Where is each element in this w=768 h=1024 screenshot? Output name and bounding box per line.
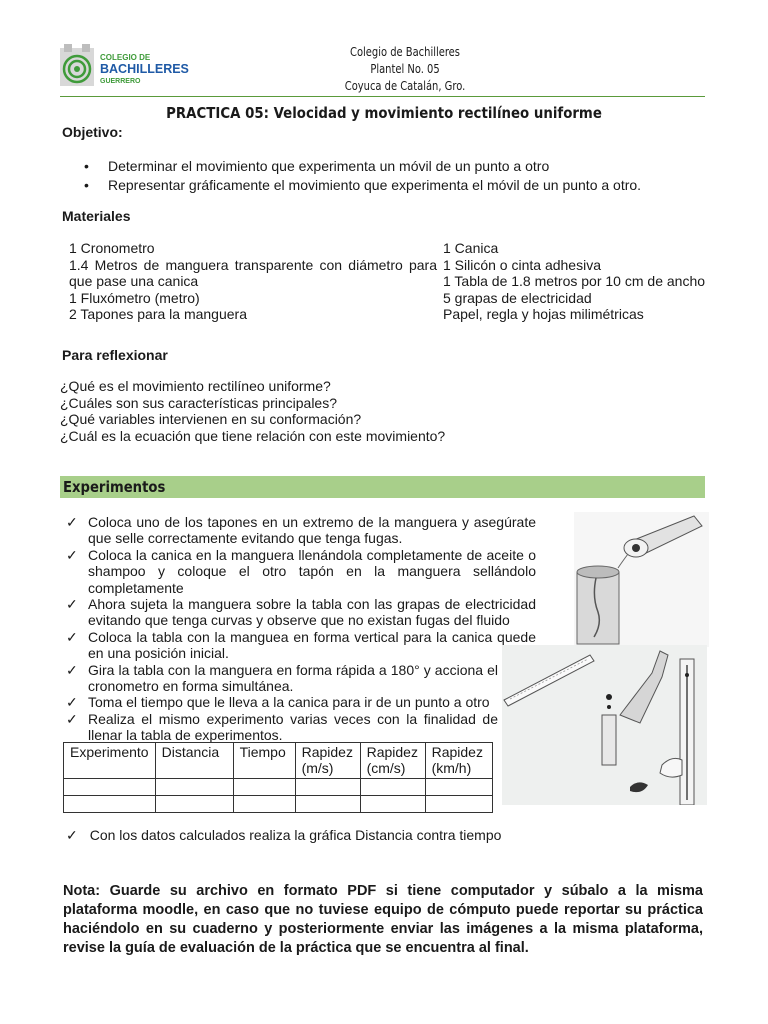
materiales-right-column (443, 240, 713, 323)
table-row (64, 796, 493, 813)
material-item: 1 Canica (443, 240, 499, 256)
material-item: 1 Tabla de 1.8 metros por 10 cm de ancho (443, 273, 706, 289)
table-cell[interactable] (425, 796, 492, 813)
material-item: 2 Tapones para la manguera (69, 306, 247, 322)
check-icon: ✓ (66, 596, 78, 613)
check-icon: ✓ (66, 694, 78, 711)
step-text: Realiza el mismo experimento varias veces con la finalidad de llenar la tabla de experimentos. (88, 710, 498, 744)
check-icon: ✓ (66, 661, 78, 678)
column-header: Experimento (64, 743, 156, 779)
header-line-2: Plantel No. 05 (370, 62, 440, 76)
header-line-1: Colegio de Bachilleres (350, 45, 460, 59)
table-cell[interactable] (295, 796, 360, 813)
material-item: 5 grapas de electricidad (443, 289, 592, 306)
material-item: Papel, regla y hojas milimétricas (443, 306, 644, 322)
check-icon: ✓ (66, 628, 78, 645)
final-step (66, 827, 501, 844)
check-icon: ✓ (66, 710, 78, 727)
column-header: Rapidez (km/h) (425, 743, 492, 779)
step-text: Toma el tiempo que le lleva a la canica para ir de un punto a otro (88, 694, 490, 711)
check-icon: ✓ (66, 546, 78, 563)
step-text: Coloca la canica en la manguera llenándola completamente de aceite o shampoo y coloque el otro tapón en la manguera sellándolo completamente (88, 546, 536, 596)
step-item (66, 547, 536, 596)
svg-text:GUERRERO: GUERRERO (100, 78, 141, 85)
page-header (60, 38, 705, 97)
table-cell[interactable] (360, 796, 425, 813)
table-header-row (64, 743, 493, 779)
material-item: 1.4 Metros de manguera transparente con diámetro para que pase una canica (69, 256, 437, 289)
check-icon: ✓ (66, 514, 78, 530)
step-item (66, 514, 536, 547)
column-header: Tiempo (233, 743, 295, 779)
material-item: 1 Fluxómetro (metro) (69, 289, 200, 306)
materiales-heading: Materiales (62, 208, 131, 224)
table-cell[interactable] (233, 779, 295, 796)
column-header: Rapidez (cm/s) (360, 743, 425, 779)
step-text: Ahora sujeta la manguera sobre la tabla con las grapas de electricidad evitando que tenga curvas y observe que no existan fugas del fluido (88, 596, 536, 629)
step-text: Coloca uno de los tapones en un extremo de la manguera y asegúrate que selle correctamente evitando que tenga fugas. (88, 514, 536, 547)
question: ¿Qué variables intervienen en su conformación? (60, 411, 362, 427)
objetivo-item: • Representar gráficamente el movimiento que experimenta el móvil de un punto a otro. (84, 176, 684, 195)
table-cell[interactable] (425, 779, 492, 796)
final-step-text: Con los datos calculados realiza la gráfica Distancia contra tiempo (89, 827, 502, 843)
step-text: Coloca la tabla con la manguea en forma vertical para la canica quede en una posición inicial. (88, 628, 536, 662)
reflexionar-heading: Para reflexionar (62, 347, 168, 363)
question: ¿Cuál es la ecuación que tiene relación con este movimiento? (60, 427, 446, 444)
practice-title: PRACTICA 05: Velocidad y movimiento rectilíneo uniforme (166, 104, 602, 122)
check-icon: ✓ (66, 827, 78, 843)
reflexionar-questions (60, 378, 680, 444)
question: ¿Qué es el movimiento rectilíneo uniforme? (60, 378, 331, 394)
objetivo-item: • Determinar el movimiento que experimenta un móvil de un punto a otro (84, 157, 684, 176)
objetivo-list (84, 157, 684, 195)
table-cell[interactable] (233, 796, 295, 813)
svg-text:BACHILLERES: BACHILLERES (100, 62, 189, 76)
table-cell[interactable] (155, 796, 233, 813)
material-item: 1 Cronometro (69, 240, 155, 256)
question: ¿Cuáles son sus características principales? (60, 394, 338, 411)
step-item (66, 711, 498, 744)
table-cell[interactable] (64, 779, 156, 796)
svg-text:COLEGIO DE: COLEGIO DE (100, 53, 151, 62)
material-item: 1 Silicón o cinta adhesiva (443, 256, 601, 273)
nota-paragraph: Nota: Guarde su archivo en formato PDF si tiene computador y súbalo a la misma plataforma moodle, en caso que no tuviese equipo de cómputo puede reportar su práctica haciéndolo en su cuaderno y posteriormente enviar las imágenes a la misma plataforma, revise la guía de evaluación de la práctica que se encuentra al final. (63, 883, 703, 956)
table-cell[interactable] (64, 796, 156, 813)
step-item (66, 694, 498, 710)
experiment-steps (66, 514, 536, 744)
experiment-setup-illustration (502, 645, 707, 805)
table-cell[interactable] (155, 779, 233, 796)
header-line-3: Coyuca de Catalán, Gro. (344, 79, 466, 93)
experimentos-heading: Experimentos (63, 478, 166, 496)
experiments-table (63, 742, 493, 813)
step-text: Gira la tabla con la manguera en forma rápida a 180° y acciona el cronometro en forma simultánea. (88, 661, 498, 695)
column-header: Rapidez (m/s) (295, 743, 360, 779)
bottle-filling-illustration (574, 512, 709, 647)
table-cell[interactable] (360, 779, 425, 796)
step-item (66, 662, 498, 695)
column-header: Distancia (155, 743, 233, 779)
objetivo-heading: Objetivo: (62, 124, 123, 140)
step-item (66, 629, 536, 662)
colegio-logo (60, 42, 200, 90)
table-cell[interactable] (295, 779, 360, 796)
table-row (64, 779, 493, 796)
header-text (240, 44, 570, 95)
materiales-left-column (69, 240, 437, 323)
step-item (66, 596, 536, 629)
